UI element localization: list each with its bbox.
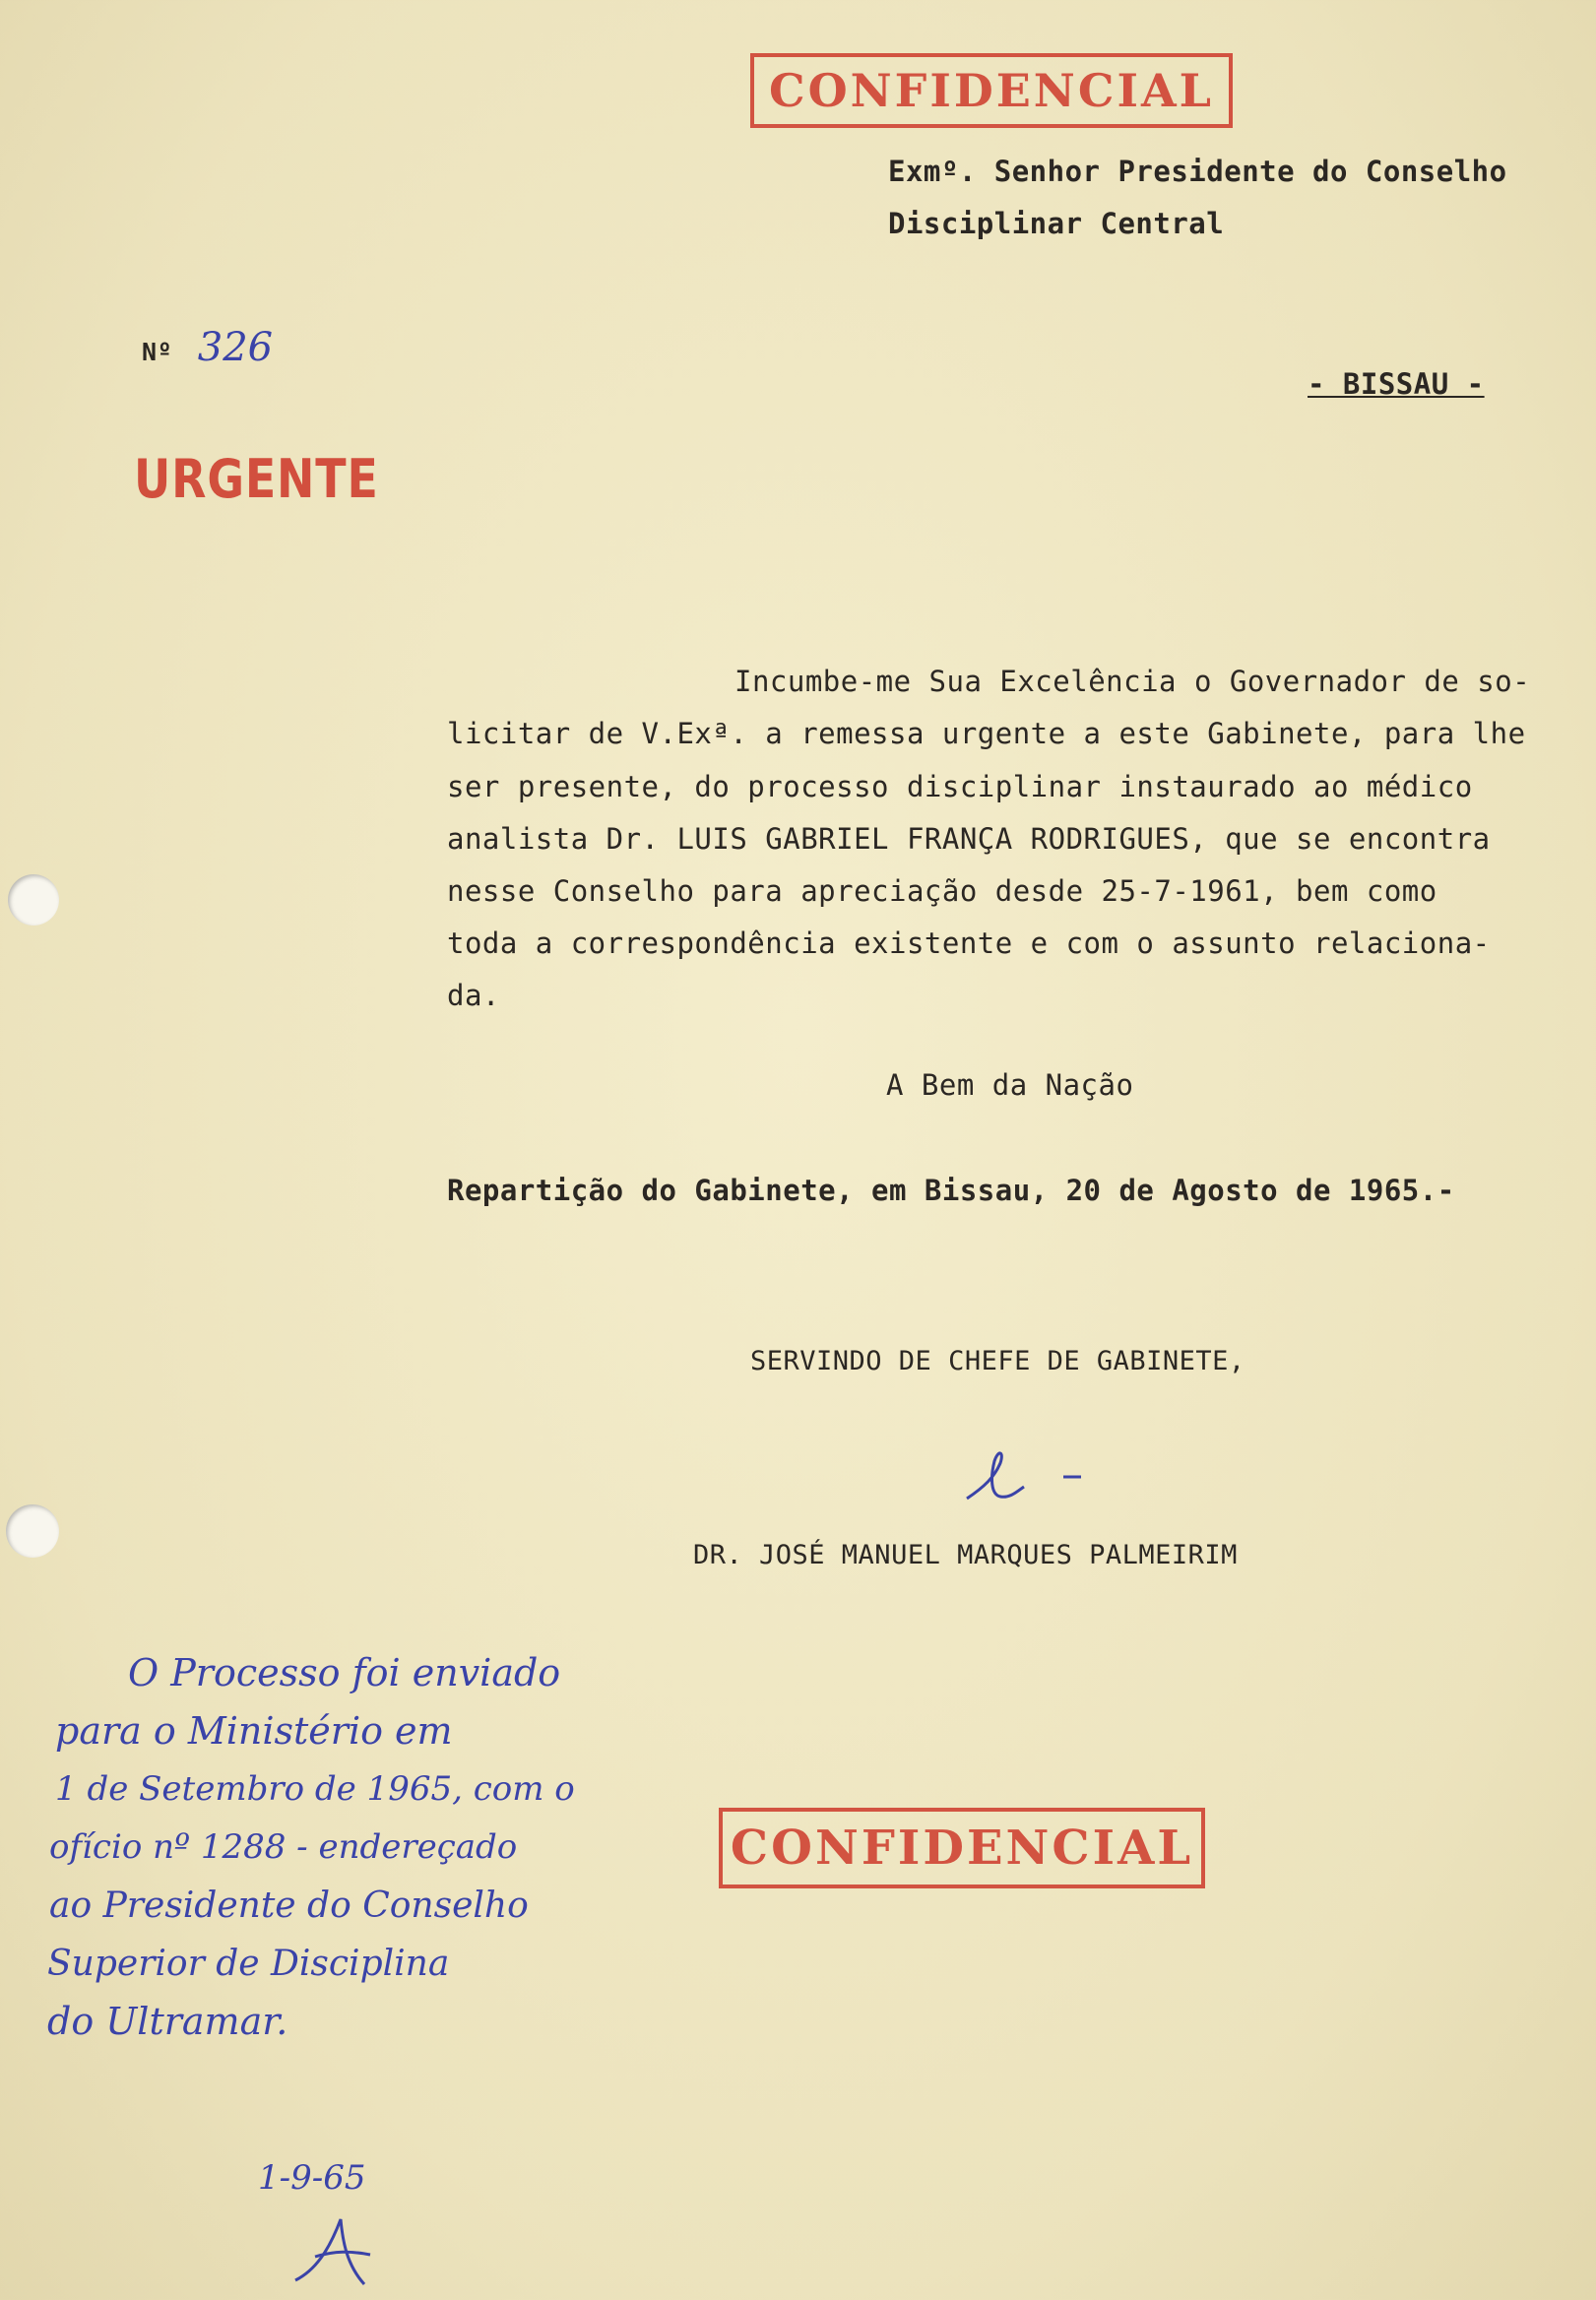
closing-salutation: A Bem da Nação (886, 1068, 1134, 1102)
handwritten-note (47, 1644, 610, 2051)
initials-mark (286, 2202, 404, 2292)
body-line-6: toda a correspondência existente e com o assunto relaciona- (447, 926, 1491, 960)
recipient-line-1: Exmº. Senhor Presidente do Conselho (888, 155, 1507, 188)
note-line-3: 1 de Setembro de 1965, com o (55, 1769, 575, 1809)
body-line-1: Incumbe-me Sua Excelência o Governador de so- (734, 665, 1531, 698)
signatory-title: SERVINDO DE CHEFE DE GABINETE, (750, 1346, 1245, 1376)
body-line-5: nesse Conselho para apreciação desde 25-7-1961, bem como (447, 874, 1437, 908)
number-label: Nº (142, 338, 173, 366)
urgent-stamp: URGENTE (134, 448, 379, 510)
body-line-7: da. (447, 979, 500, 1012)
body-line-3: ser presente, do processo disciplinar instaurado ao médico (447, 770, 1473, 803)
note-line-7: do Ultramar. (47, 2000, 288, 2043)
reference-number (142, 325, 273, 370)
recipient-city: - BISSAU - (1308, 367, 1485, 401)
note-line-6: Superior de Disciplina (47, 1944, 450, 1984)
confidential-stamp-top: CONFIDENCIAL (750, 53, 1233, 128)
date-line: Repartição do Gabinete, em Bissau, 20 de Agosto de 1965.- (447, 1174, 1455, 1207)
note-line-4: ofício nº 1288 - endereçado (49, 1827, 518, 1867)
handwritten-date: 1-9-65 (258, 2158, 366, 2198)
recipient-line-2: Disciplinar Central (888, 207, 1225, 240)
body-line-2: licitar de V.Exª. a remessa urgente a este Gabinete, para lhe (447, 717, 1526, 750)
number-value: 326 (197, 325, 274, 370)
signatory-name: DR. JOSÉ MANUEL MARQUES PALMEIRIM (693, 1540, 1238, 1570)
note-line-1: O Processo foi enviado (128, 1651, 561, 1694)
punch-hole-lower (6, 1504, 59, 1558)
signature-mark (955, 1438, 1113, 1516)
note-line-2: para o Ministério em (55, 1709, 453, 1753)
body-line-4: analista Dr. LUIS GABRIEL FRANÇA RODRIGUES, que se encontra (447, 822, 1491, 856)
punch-hole-upper (8, 874, 59, 926)
confidential-stamp-bottom: CONFIDENCIAL (719, 1808, 1205, 1888)
note-line-5: ao Presidente do Conselho (49, 1885, 529, 1926)
